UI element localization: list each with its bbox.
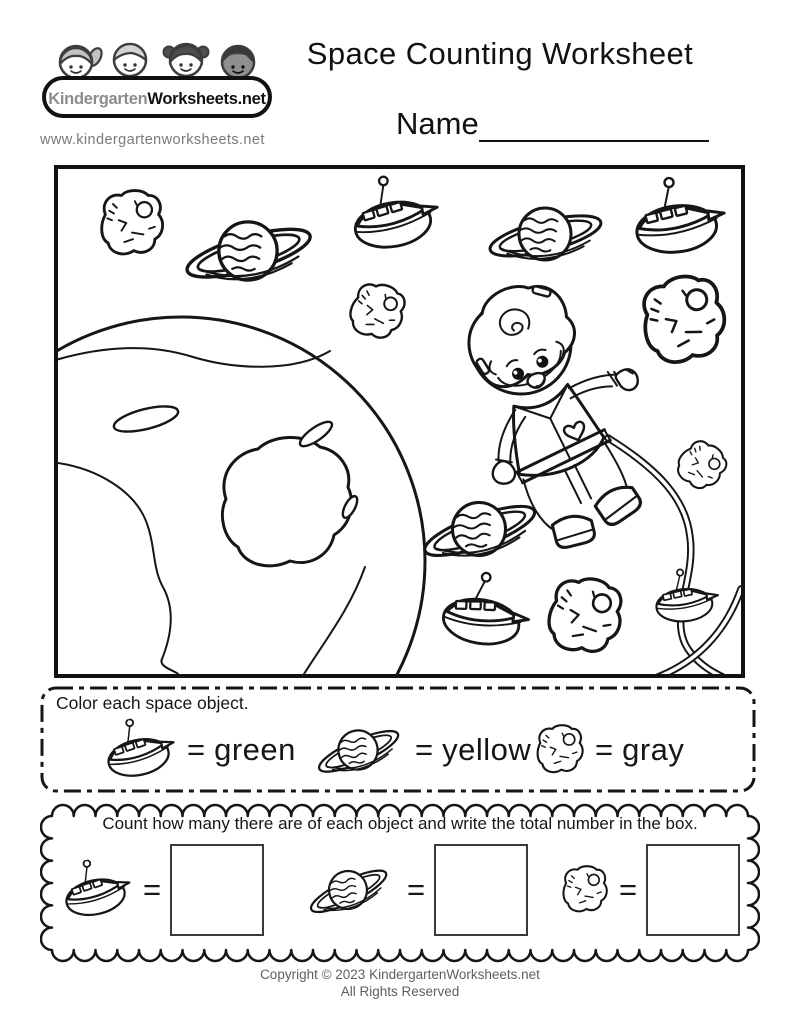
color-word-green: green [214,732,296,767]
rights-line: All Rights Reserved [340,984,460,999]
asteroid-icon [671,434,734,497]
answer-box-ufo[interactable] [170,844,264,936]
kindergarten-worksheets-logo [38,30,274,130]
ufo-icon [90,710,184,790]
name-line[interactable] [479,106,709,142]
equals-sign: = [415,732,434,767]
space-scene-illustration [58,169,741,674]
website-url: www.kindergartenworksheets.net [40,132,265,148]
color-key-planet [310,718,531,782]
asteroid-icon [102,191,163,254]
count-instruction: Count how many there are of each object and write the total number in the box. [102,814,698,833]
count-row-planet [298,842,528,938]
ringed-planet-icon [294,853,403,927]
copyright-line: Copyright © 2023 KindergartenWorksheets.net [260,967,540,982]
equals-sign: = [187,732,206,767]
logo-text: KindergartenWorksheets.net [48,90,266,108]
asteroid-icon [637,271,730,367]
count-row-ufo [54,842,264,938]
color-key-ufo [96,718,296,782]
asteroid-icon [534,722,586,778]
asteroid-icon [345,277,410,344]
ringed-planet-icon [486,204,606,268]
name-row [396,106,709,142]
ufo-icon [631,172,728,257]
answer-box-asteroid[interactable] [646,844,740,936]
color-key-asteroid [534,718,684,782]
large-planet [58,317,425,674]
equals-sign: = [407,872,426,907]
color-word-gray: gray [622,732,685,767]
color-word-yellow: yellow [442,732,532,767]
asteroid-icon [560,863,610,917]
name-label: Name [396,106,479,141]
count-section [40,798,760,968]
ringed-planet-icon [306,714,409,787]
equals-sign: = [595,732,614,767]
kids-illustration [60,44,254,78]
space-scene-frame [54,165,745,678]
equals-sign: = [143,872,162,907]
page-title: Space Counting Worksheet [306,36,694,71]
ringed-planet-icon [183,219,315,286]
ringed-planet-icon [418,496,542,566]
ufo-icon [347,169,443,253]
ufo-icon [48,851,139,928]
color-instruction: Color each space object. [56,693,249,713]
copyright-footer [0,966,800,1000]
answer-box-planet[interactable] [434,844,528,936]
color-section [40,686,756,793]
count-row-asteroid [560,842,740,938]
asteroid-icon [544,573,626,658]
equals-sign: = [619,872,638,907]
ufo-icon [440,567,535,650]
